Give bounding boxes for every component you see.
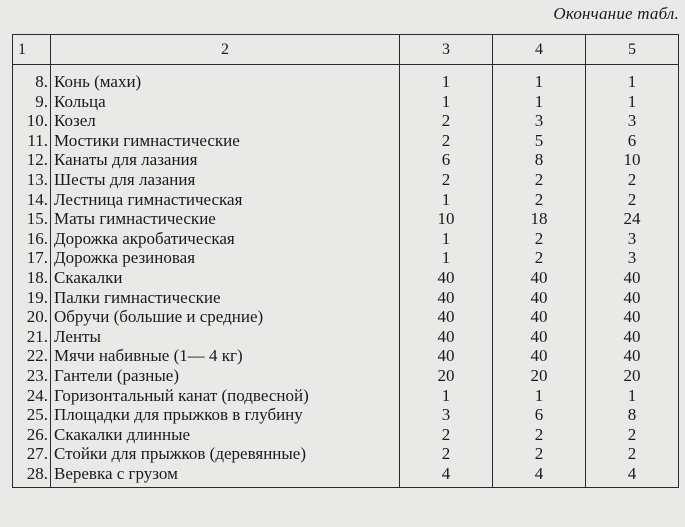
- row-number: 16.: [13, 229, 51, 249]
- table-row: [13, 346, 679, 366]
- item-name: Маты гимнастические: [51, 209, 400, 229]
- col-5-value: 4: [586, 464, 679, 488]
- item-name: Лестница гимнастическая: [51, 190, 400, 210]
- col-5-value: 20: [586, 366, 679, 386]
- item-name: Гантели (разные): [51, 366, 400, 386]
- header-col-1: 1: [13, 35, 51, 65]
- header-row: [13, 35, 679, 65]
- col-4-value: 1: [493, 65, 586, 92]
- table-caption: Окончание табл.: [553, 4, 679, 23]
- row-number: 19.: [13, 288, 51, 308]
- col-5-value: 24: [586, 209, 679, 229]
- col-3-value: 40: [400, 307, 493, 327]
- table-row: [13, 248, 679, 268]
- col-4-value: 4: [493, 464, 586, 488]
- item-name: Палки гимнастические: [51, 288, 400, 308]
- table-row: [13, 307, 679, 327]
- col-3-value: 40: [400, 346, 493, 366]
- item-name: Дорожка резиновая: [51, 248, 400, 268]
- col-3-value: 1: [400, 65, 493, 92]
- row-number: 15.: [13, 209, 51, 229]
- col-5-value: 40: [586, 307, 679, 327]
- row-number: 14.: [13, 190, 51, 210]
- col-4-value: 40: [493, 307, 586, 327]
- table-row: [13, 444, 679, 464]
- item-name: Площадки для прыжков в глубину: [51, 405, 400, 425]
- table-row: [13, 111, 679, 131]
- col-4-value: 8: [493, 150, 586, 170]
- col-5-value: 3: [586, 111, 679, 131]
- col-5-value: 1: [586, 386, 679, 406]
- equipment-table: [12, 34, 679, 488]
- col-5-value: 1: [586, 65, 679, 92]
- item-name: Горизонтальный канат (подвесной): [51, 386, 400, 406]
- row-number: 20.: [13, 307, 51, 327]
- item-name: Веревка с грузом: [51, 464, 400, 488]
- col-3-value: 1: [400, 386, 493, 406]
- table-row: [13, 366, 679, 386]
- table-row: [13, 464, 679, 488]
- col-4-value: 2: [493, 190, 586, 210]
- col-4-value: 3: [493, 111, 586, 131]
- col-4-value: 40: [493, 327, 586, 347]
- col-3-value: 2: [400, 131, 493, 151]
- item-name: Мостики гимнастические: [51, 131, 400, 151]
- col-5-value: 40: [586, 268, 679, 288]
- col-4-value: 2: [493, 170, 586, 190]
- item-name: Конь (махи): [51, 65, 400, 92]
- table-body: [13, 65, 679, 488]
- col-5-value: 8: [586, 405, 679, 425]
- table-row: [13, 92, 679, 112]
- col-4-value: 2: [493, 425, 586, 445]
- item-name: Мячи набивные (1— 4 кг): [51, 346, 400, 366]
- item-name: Кольца: [51, 92, 400, 112]
- header-col-2: 2: [51, 35, 400, 65]
- col-3-value: 1: [400, 229, 493, 249]
- table-row: [13, 150, 679, 170]
- col-4-value: 2: [493, 248, 586, 268]
- table-row: [13, 405, 679, 425]
- row-number: 28.: [13, 464, 51, 488]
- item-name: Шесты для лазания: [51, 170, 400, 190]
- col-3-value: 40: [400, 268, 493, 288]
- col-3-value: 4: [400, 464, 493, 488]
- col-3-value: 2: [400, 425, 493, 445]
- table-row: [13, 288, 679, 308]
- col-5-value: 40: [586, 327, 679, 347]
- col-5-value: 40: [586, 288, 679, 308]
- col-3-value: 1: [400, 190, 493, 210]
- row-number: 26.: [13, 425, 51, 445]
- row-number: 17.: [13, 248, 51, 268]
- col-5-value: 2: [586, 170, 679, 190]
- col-5-value: 2: [586, 425, 679, 445]
- col-3-value: 10: [400, 209, 493, 229]
- table-row: [13, 170, 679, 190]
- table-row: [13, 209, 679, 229]
- row-number: 13.: [13, 170, 51, 190]
- item-name: Стойки для прыжков (деревянные): [51, 444, 400, 464]
- col-3-value: 2: [400, 444, 493, 464]
- col-4-value: 40: [493, 288, 586, 308]
- col-5-value: 6: [586, 131, 679, 151]
- col-4-value: 20: [493, 366, 586, 386]
- item-name: Дорожка акробатическая: [51, 229, 400, 249]
- col-4-value: 2: [493, 229, 586, 249]
- col-3-value: 2: [400, 111, 493, 131]
- col-5-value: 3: [586, 229, 679, 249]
- col-3-value: 20: [400, 366, 493, 386]
- row-number: 25.: [13, 405, 51, 425]
- col-3-value: 40: [400, 288, 493, 308]
- row-number: 23.: [13, 366, 51, 386]
- col-3-value: 40: [400, 327, 493, 347]
- row-number: 11.: [13, 131, 51, 151]
- col-5-value: 2: [586, 190, 679, 210]
- col-4-value: 1: [493, 386, 586, 406]
- table-row: [13, 425, 679, 445]
- table-row: [13, 327, 679, 347]
- table-row: [13, 386, 679, 406]
- col-3-value: 6: [400, 150, 493, 170]
- row-number: 10.: [13, 111, 51, 131]
- table-row: [13, 131, 679, 151]
- col-3-value: 3: [400, 405, 493, 425]
- col-3-value: 2: [400, 170, 493, 190]
- item-name: Скакалки: [51, 268, 400, 288]
- item-name: Ленты: [51, 327, 400, 347]
- col-5-value: 2: [586, 444, 679, 464]
- table-header: [13, 35, 679, 65]
- row-number: 18.: [13, 268, 51, 288]
- col-3-value: 1: [400, 248, 493, 268]
- row-number: 22.: [13, 346, 51, 366]
- col-5-value: 3: [586, 248, 679, 268]
- col-4-value: 40: [493, 268, 586, 288]
- col-5-value: 1: [586, 92, 679, 112]
- col-4-value: 40: [493, 346, 586, 366]
- header-col-3: 3: [400, 35, 493, 65]
- col-5-value: 10: [586, 150, 679, 170]
- col-4-value: 6: [493, 405, 586, 425]
- row-number: 8.: [13, 65, 51, 92]
- table-row: [13, 229, 679, 249]
- item-name: Канаты для лазания: [51, 150, 400, 170]
- col-4-value: 1: [493, 92, 586, 112]
- row-number: 24.: [13, 386, 51, 406]
- table-row: [13, 268, 679, 288]
- col-3-value: 1: [400, 92, 493, 112]
- item-name: Скакалки длинные: [51, 425, 400, 445]
- row-number: 9.: [13, 92, 51, 112]
- row-number: 12.: [13, 150, 51, 170]
- col-4-value: 5: [493, 131, 586, 151]
- row-number: 21.: [13, 327, 51, 347]
- col-4-value: 2: [493, 444, 586, 464]
- item-name: Обручи (большие и средние): [51, 307, 400, 327]
- header-col-5: 5: [586, 35, 679, 65]
- header-col-4: 4: [493, 35, 586, 65]
- col-4-value: 18: [493, 209, 586, 229]
- item-name: Козел: [51, 111, 400, 131]
- table-row: [13, 190, 679, 210]
- table-row: [13, 65, 679, 92]
- col-5-value: 40: [586, 346, 679, 366]
- row-number: 27.: [13, 444, 51, 464]
